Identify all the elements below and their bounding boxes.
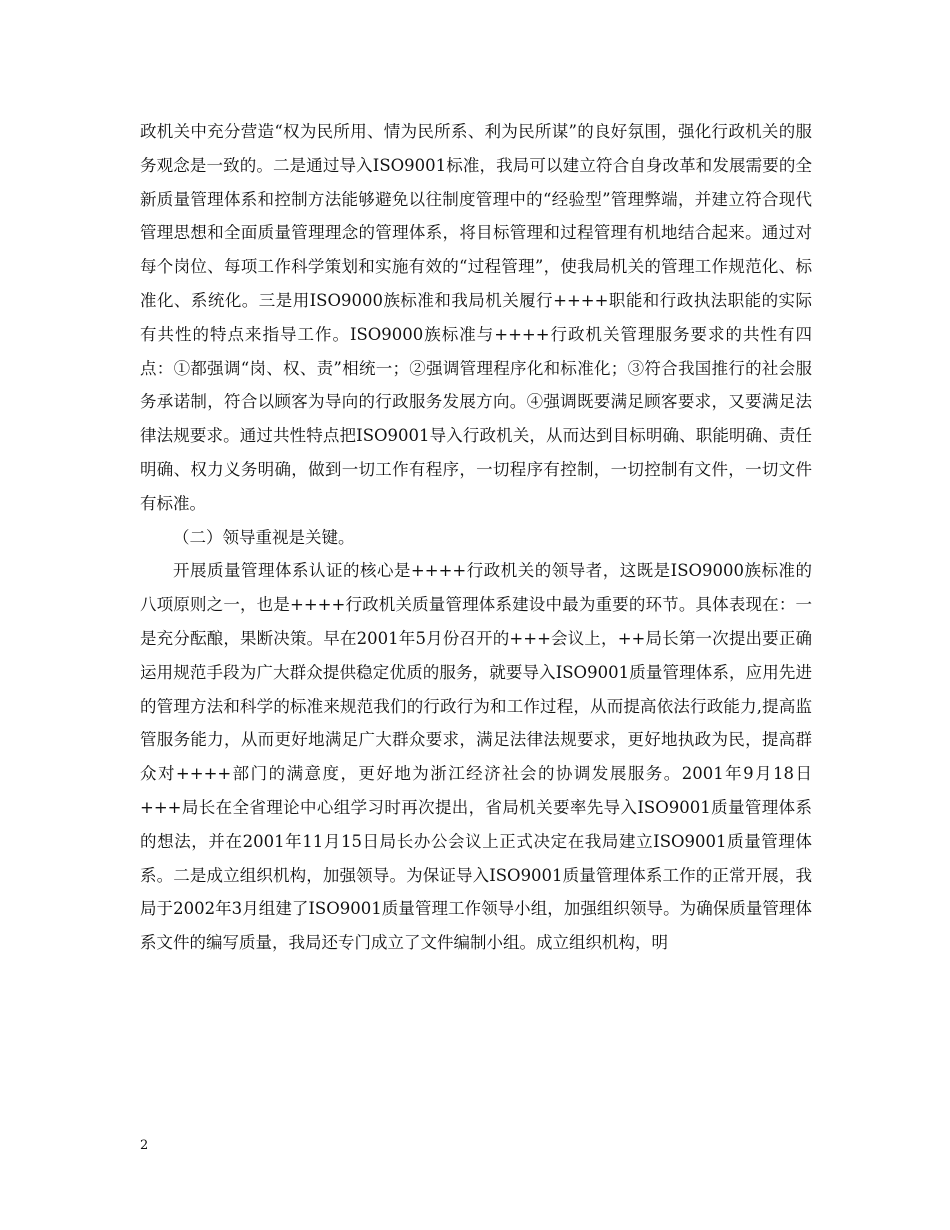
page-number: 2 bbox=[140, 1138, 149, 1153]
paragraph-2: 开展质量管理体系认证的核心是++++行政机关的领导者，这既是ISO9000族标准的八项原则之一，也是++++行政机关质量管理体系建设中最为重要的环节。具体表现在：一是充分酝酿，果断决策。早在2001年5月份召开的+++会议上，++局长第一次提出要正确运用规范手段为广大群众提供稳定优质的服务，就要导入ISO9001质量管理体系，应用先进的管理方法和科学的标准来规范我们的行政行为和工作过程，从而提高依法行政能力,提高监管服务能力，从而更好地满足广大群众要求，满足法律法规要求，更好地执政为民，提高群众对++++部门的满意度，更好地为浙江经济社会的协调发展服务。2001年9月18日+++局长在全省理论中心组学习时再次提出，省局机关要率先导入ISO9001质量管理体系的想法，并在2001年11月15日局长办公会议上正式决定在我局建立ISO9001质量管理体系。二是成立组织机构，加强领导。为保证导入ISO9001质量管理体系工作的正常开展，我局于2002年3月组建了ISO9001质量管理工作领导小组，加强组织领导。为确保质量管理体系文件的编写质量，我局还专门成立了文件编制小组。成立组织机构，明 bbox=[140, 561, 812, 953]
body-text bbox=[140, 115, 812, 960]
paragraph-1: 政机关中充分营造“权为民所用、情为民所系、利为民所谋”的良好氛围，强化行政机关的服务观念是一致的。二是通过导入ISO9001标准，我局可以建立符合自身改革和发展需要的全新质量管理体系和控制方法能够避免以往制度管理中的“经验型”管理弊端，并建立符合现代管理思想和全面质量管理理念的管理体系，将目标管理和过程管理有机地结合起来。通过对每个岗位、每项工作科学策划和实施有效的“过程管理”，使我局机关的管理工作规范化、标准化、系统化。三是用ISO9000族标准和我局机关履行++++职能和行政执法职能的实际有共性的特点来指导工作。ISO9000族标准与++++行政机关管理服务要求的共性有四点：①都强调“岗、权、责”相统一；②强调管理程序化和标准化；③符合我国推行的社会服务承诺制，符合以顾客为导向的行政服务发展方向。④强调既要满足顾客要求，又要满足法律法规要求。通过共性特点把ISO9001导入行政机关，从而达到目标明确、职能明确、责任明确、权力义务明确，做到一切工作有程序，一切程序有控制，一切控制有文件，一切文件有标准。 bbox=[140, 122, 812, 513]
section-heading: （二）领导重视是关键。 bbox=[173, 527, 355, 547]
